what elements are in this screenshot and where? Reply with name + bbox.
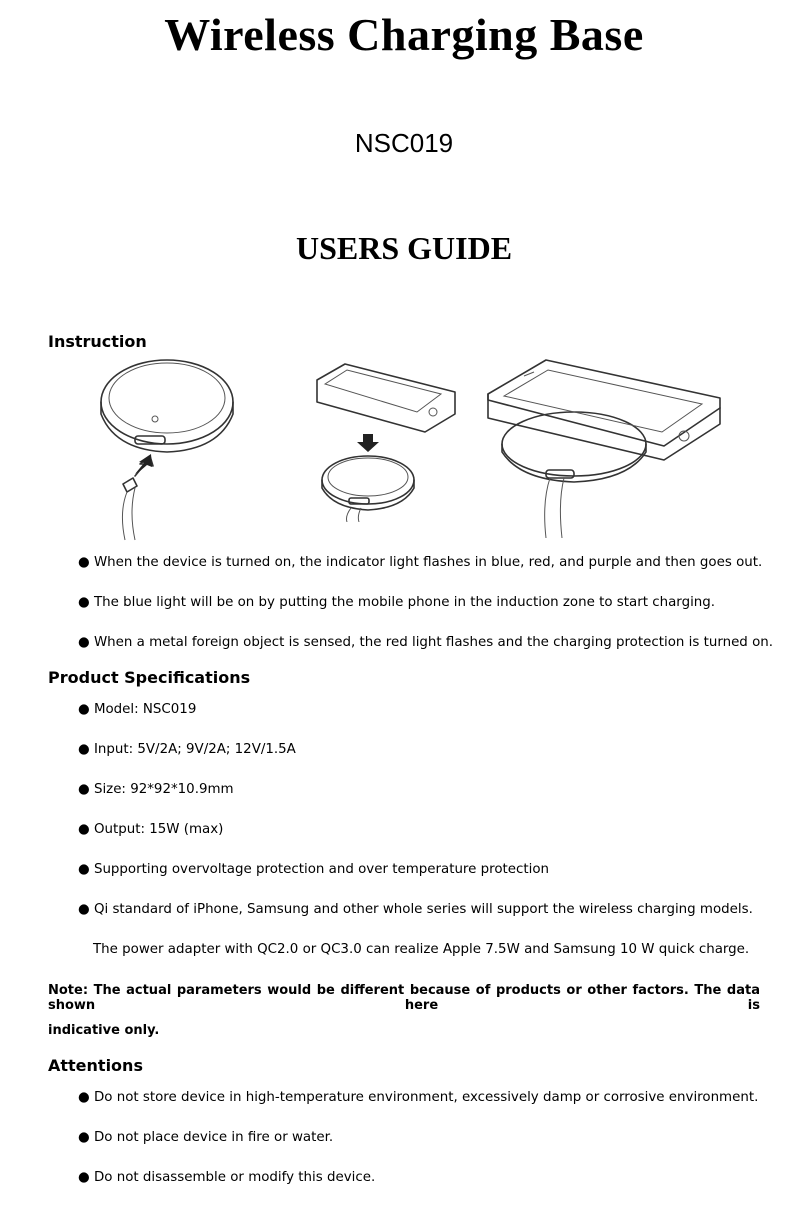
note-text: Note: The actual parameters would be different because of products or other factors. The data shown here is: [48, 983, 760, 1013]
list-item: ● Size: 92*92*10.9mm: [78, 782, 234, 797]
phone-above-charger-icon: [305, 352, 470, 522]
list-item: ● Output: 15W (max): [78, 822, 224, 837]
list-item: ● The blue light will be on by putting the mobile phone in the induction zone to start charging.: [78, 595, 716, 610]
list-item: ● Do not place device in fire or water.: [78, 1130, 334, 1145]
list-item: ● Model: NSC019: [78, 702, 197, 717]
list-item: ● When the device is turned on, the indicator light flashes in blue, red, and purple and then goes out.: [78, 555, 763, 570]
continuation-text: The power adapter with QC2.0 or QC3.0 can realize Apple 7.5W and Samsung 10 W quick charge.: [93, 942, 750, 957]
list-item: ● Supporting overvoltage protection and over temperature protection: [78, 862, 550, 877]
users-guide-heading: USERS GUIDE: [295, 230, 513, 266]
phone-on-charger-icon: [484, 352, 754, 542]
model-number: NSC019: [354, 128, 454, 158]
document-title: Wireless Charging Base: [164, 9, 644, 60]
product-specifications-heading: Product Specifications: [48, 668, 251, 687]
list-item: ● When a metal foreign object is sensed, the red light flashes and the charging protection is turned on.: [78, 635, 774, 650]
note-text: indicative only.: [48, 1023, 160, 1038]
instruction-heading: Instruction: [48, 332, 147, 351]
list-item: ● Qi standard of iPhone, Samsung and other whole series will support the wireless charging models.: [78, 902, 753, 917]
list-item: ● Do not store device in high-temperature environment, excessively damp or corrosive environment.: [78, 1090, 759, 1105]
charger-with-cable-icon: [95, 352, 255, 542]
list-item: ● Do not disassemble or modify this device.: [78, 1170, 376, 1185]
list-item: ● Input: 5V/2A; 9V/2A; 12V/1.5A: [78, 742, 296, 757]
attentions-heading: Attentions: [48, 1056, 143, 1075]
